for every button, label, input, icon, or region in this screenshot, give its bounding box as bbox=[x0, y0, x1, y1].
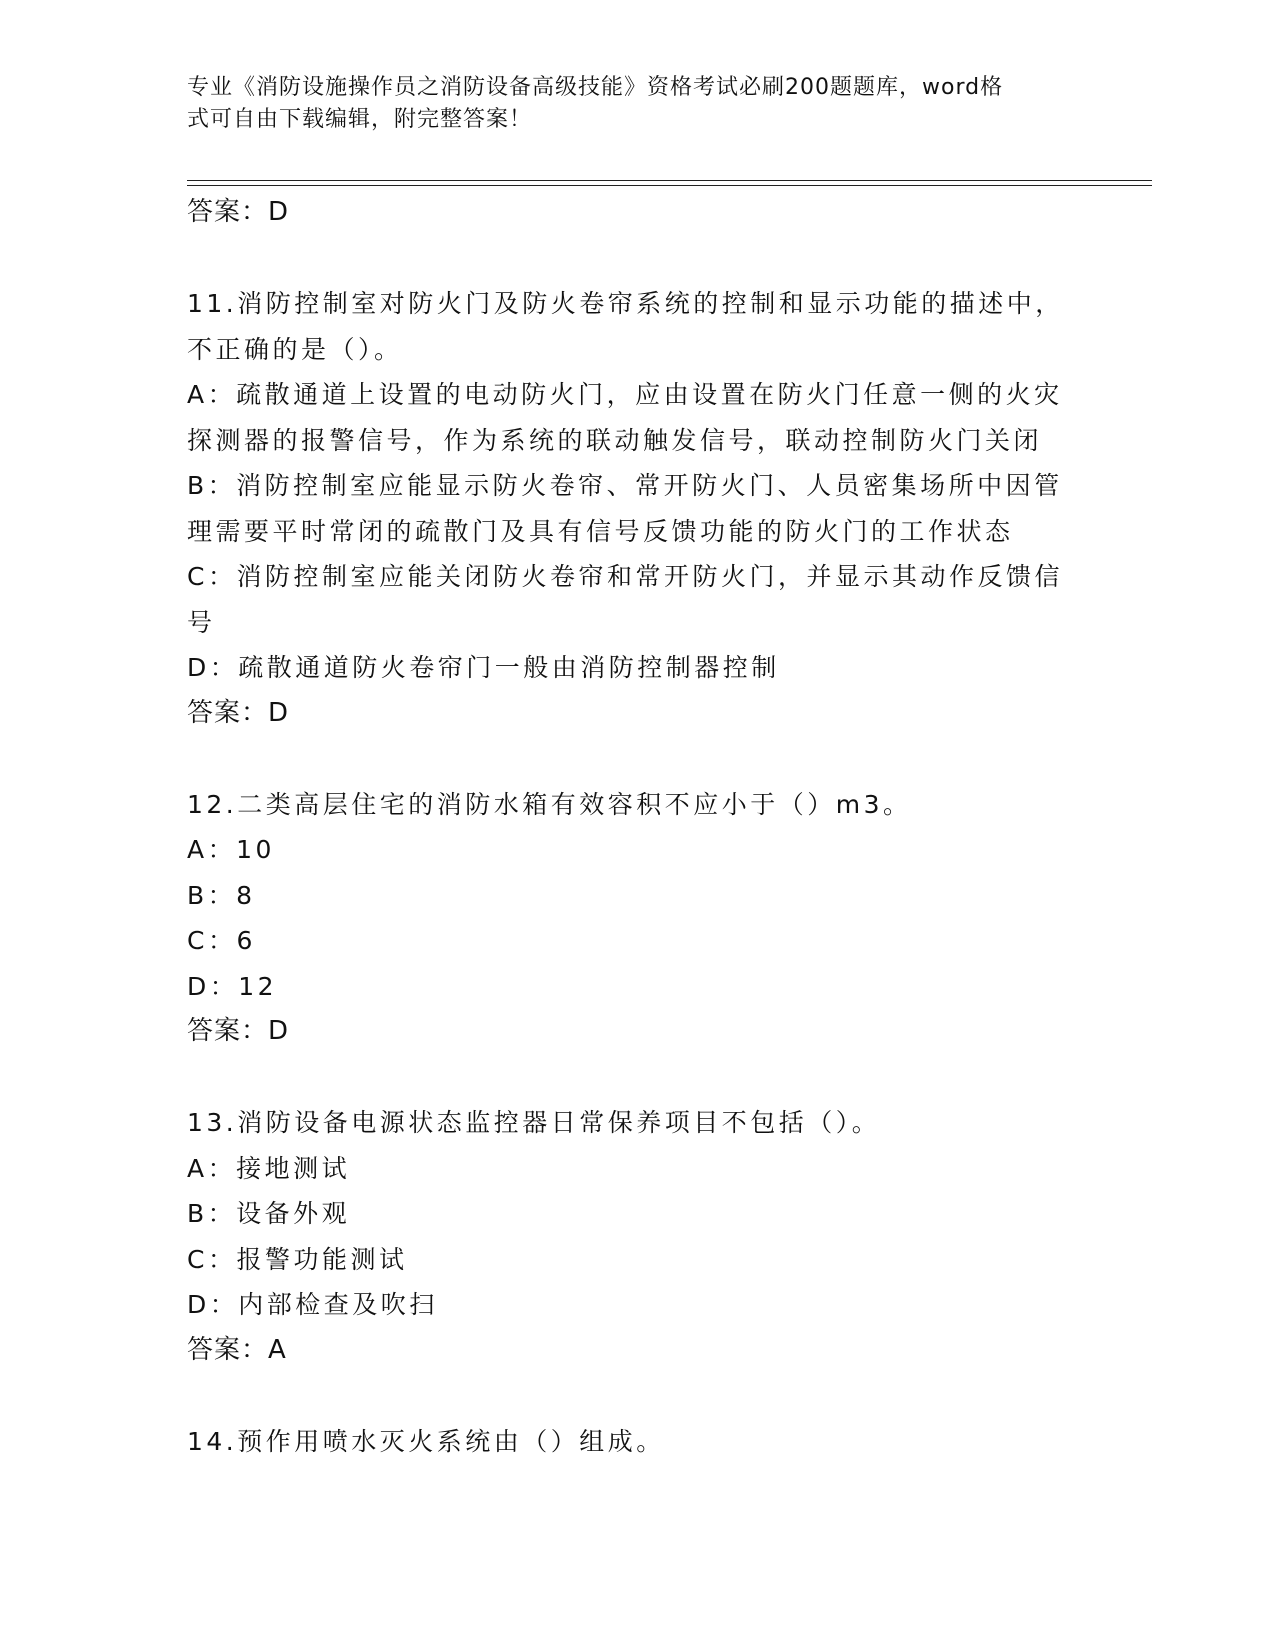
header-line-2: 式可自由下载编辑，附完整答案！ bbox=[187, 107, 533, 132]
spacer bbox=[187, 236, 1067, 282]
question-13 bbox=[187, 1100, 1067, 1373]
option-d: D：内部检查及吹扫 bbox=[187, 1290, 438, 1319]
question-12 bbox=[187, 782, 1067, 1055]
question-stem: 13.消防设备电源状态监控器日常保养项目不包括（）。 bbox=[187, 1108, 881, 1137]
option-c: C：6 bbox=[187, 926, 256, 955]
answer: 答案：A bbox=[187, 1334, 287, 1365]
header-divider-top bbox=[187, 180, 1152, 181]
option-b: B：设备外观 bbox=[187, 1199, 351, 1228]
header-divider-bottom bbox=[187, 185, 1152, 186]
question-11 bbox=[187, 281, 1067, 736]
answer: 答案：D bbox=[187, 1016, 290, 1046]
option-a: A：疏散通道上设置的电动防火门，应由设置在防火门任意一侧的火灾 bbox=[187, 380, 1063, 409]
question-list bbox=[187, 190, 1067, 1464]
header-line-1: 专业《消防设施操作员之消防设备高级技能》资格考试必刷200题题库，word格 bbox=[187, 75, 1004, 100]
option-d: D：疏散通道防火卷帘门一般由消防控制器控制 bbox=[187, 653, 780, 682]
question-stem: 14.预作用喷水灭火系统由（）组成。 bbox=[187, 1426, 665, 1456]
question-14 bbox=[187, 1419, 1067, 1465]
option-a: A：接地测试 bbox=[187, 1153, 351, 1183]
option-c: C：消防控制室应能关闭防火卷帘和常开防火门，并显示其动作反馈信 bbox=[187, 562, 1063, 591]
option-a: A：10 bbox=[187, 835, 275, 864]
option-a: 探测器的报警信号，作为系统的联动触发信号，联动控制防火门关闭 bbox=[187, 425, 1043, 455]
option-d: D：12 bbox=[187, 971, 278, 1001]
spacer bbox=[187, 1055, 1067, 1101]
question-stem: 12.二类高层住宅的消防水箱有效容积不应小于（）m3。 bbox=[187, 789, 912, 819]
question-stem: 不正确的是（）。 bbox=[187, 334, 403, 364]
option-b: 理需要平时常闭的疏散门及具有信号反馈功能的防火门的工作状态 bbox=[187, 516, 1014, 546]
answer: 答案：D bbox=[187, 697, 290, 728]
option-b: B：消防控制室应能显示防火卷帘、常开防火门、人员密集场所中因管 bbox=[187, 471, 1063, 500]
top-answer: 答案：D bbox=[187, 197, 290, 227]
document-header bbox=[187, 72, 1067, 136]
option-c: 号 bbox=[187, 607, 216, 637]
option-c: C：报警功能测试 bbox=[187, 1244, 408, 1274]
question-stem: 11.消防控制室对防火门及防火卷帘系统的控制和显示功能的描述中， bbox=[187, 289, 1064, 318]
spacer bbox=[187, 736, 1067, 782]
spacer bbox=[187, 1373, 1067, 1419]
option-b: B：8 bbox=[187, 880, 256, 910]
